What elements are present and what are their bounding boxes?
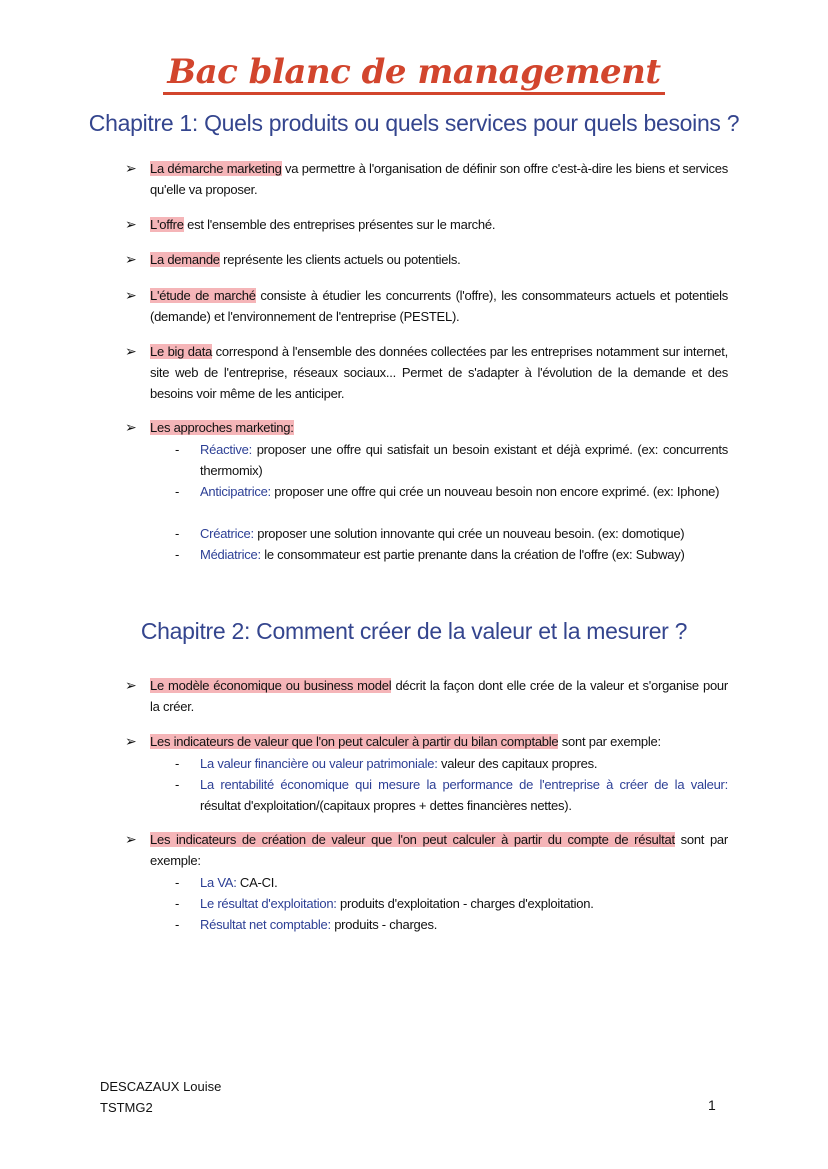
sub-item <box>175 914 728 935</box>
arrow-bullet-icon: ➢ <box>125 251 137 267</box>
dash-bullet-icon: - <box>175 875 180 890</box>
arrow-bullet-icon: ➢ <box>125 287 137 303</box>
sub-item <box>175 774 728 816</box>
sub-text: proposer une offre qui satisfait un besoin existant et déjà exprimé. (ex: concurrents thermomix) <box>200 442 728 478</box>
sub-label: Créatrice: <box>200 526 254 541</box>
sub-item <box>175 544 728 565</box>
bullet <box>125 341 728 404</box>
sub-text: valeur des capitaux propres. <box>437 756 598 771</box>
bullet-text: va permettre à l'organisation de définir son offre c'est-à-dire les biens et services qu'elle va proposer. <box>150 161 729 197</box>
highlighted-term: Le big data <box>150 344 213 359</box>
dash-bullet-icon: - <box>175 547 180 562</box>
sub-label: La VA: <box>200 875 237 890</box>
footer-class: TSTMG2 <box>100 1100 153 1115</box>
dash-bullet-icon: - <box>175 442 180 457</box>
bullet <box>125 417 728 438</box>
sub-label: La valeur financière ou valeur patrimoniale: <box>200 756 438 771</box>
sub-text: produits - charges. <box>330 917 438 932</box>
bullet <box>125 829 728 871</box>
highlighted-term: Les approches marketing: <box>150 420 294 435</box>
bullet <box>125 158 729 200</box>
arrow-bullet-icon: ➢ <box>125 216 137 232</box>
bullet-text: représente les clients actuels ou potentiels. <box>219 252 461 267</box>
footer-author: DESCAZAUX Louise <box>100 1079 222 1094</box>
highlighted-term: Les indicateurs de création de valeur que l'on peut calculer à partir du compte de résultat <box>150 832 675 847</box>
bullet <box>125 249 728 270</box>
sub-item <box>175 893 728 914</box>
sub-label: Résultat net comptable: <box>200 917 331 932</box>
highlighted-term: La demande <box>150 252 220 267</box>
bullet <box>125 214 728 235</box>
document-title: Bac blanc de management <box>0 52 828 92</box>
dash-bullet-icon: - <box>175 896 180 911</box>
arrow-bullet-icon: ➢ <box>125 677 137 693</box>
bullet-text: correspond à l'ensemble des données collectées par les entreprises notamment sur internet, site web de l'entreprise, réseaux sociaux... Permet de s'adapter à l'évolution de la demande et des besoins voir même de les anticiper. <box>150 344 728 401</box>
arrow-bullet-icon: ➢ <box>125 343 137 359</box>
sub-label: La rentabilité économique qui mesure la performance de l'entreprise à créer de la valeur: <box>200 777 728 792</box>
sub-label: Réactive: <box>200 442 252 457</box>
bullet-text: sont par exemple: <box>558 734 661 749</box>
highlighted-term: La démarche marketing <box>150 161 282 176</box>
arrow-bullet-icon: ➢ <box>125 831 137 847</box>
chapter2-heading: Chapitre 2: Comment créer de la valeur et la mesurer ? <box>140 618 688 644</box>
sub-item <box>175 523 728 544</box>
bullet <box>125 285 728 327</box>
bullet-text: est l'ensemble des entreprises présentes sur le marché. <box>183 217 496 232</box>
sub-label: Médiatrice: <box>200 547 261 562</box>
highlighted-term: L'étude de marché <box>150 288 256 303</box>
chapter1-heading: Chapitre 1: Quels produits ou quels services pour quels besoins ? <box>88 110 740 136</box>
bullet <box>125 675 728 717</box>
sub-item <box>175 872 728 893</box>
highlighted-term: L'offre <box>150 217 184 232</box>
sub-text: proposer une solution innovante qui crée un nouveau besoin. (ex: domotique) <box>253 526 685 541</box>
page-number: 1 <box>708 1097 716 1113</box>
dash-bullet-icon: - <box>175 917 180 932</box>
sub-label: Le résultat d'exploitation: <box>200 896 337 911</box>
sub-text: résultat d'exploitation/(capitaux propres + dettes financières nettes). <box>200 798 572 813</box>
bullet-text: sont par exemple: <box>150 832 728 868</box>
dash-bullet-icon: - <box>175 526 180 541</box>
arrow-bullet-icon: ➢ <box>125 733 137 749</box>
sub-text: proposer une offre qui crée un nouveau besoin non encore exprimé. (ex: Iphone) <box>270 484 720 499</box>
sub-text: CA-CI. <box>236 875 278 890</box>
dash-bullet-icon: - <box>175 777 180 792</box>
bullet-text: consiste à étudier les concurrents (l'offre), les consommateurs actuels et potentiels (demande) et l'environnement de l'entreprise (PESTEL). <box>150 288 728 324</box>
sub-text: le consommateur est partie prenante dans la création de l'offre (ex: Subway) <box>260 547 685 562</box>
bullet <box>125 731 728 752</box>
sub-item <box>175 481 728 502</box>
dash-bullet-icon: - <box>175 756 180 771</box>
highlighted-term: Les indicateurs de valeur que l'on peut calculer à partir du bilan comptable <box>150 734 559 749</box>
sub-text: produits d'exploitation - charges d'exploitation. <box>336 896 594 911</box>
sub-item <box>175 753 728 774</box>
highlighted-term: Le modèle économique ou business model <box>150 678 392 693</box>
bullet-text: décrit la façon dont elle crée de la valeur et s'organise pour la créer. <box>150 678 728 714</box>
dash-bullet-icon: - <box>175 484 180 499</box>
arrow-bullet-icon: ➢ <box>125 419 137 435</box>
sub-label: Anticipatrice: <box>200 484 271 499</box>
arrow-bullet-icon: ➢ <box>125 160 137 176</box>
sub-item <box>175 439 728 481</box>
